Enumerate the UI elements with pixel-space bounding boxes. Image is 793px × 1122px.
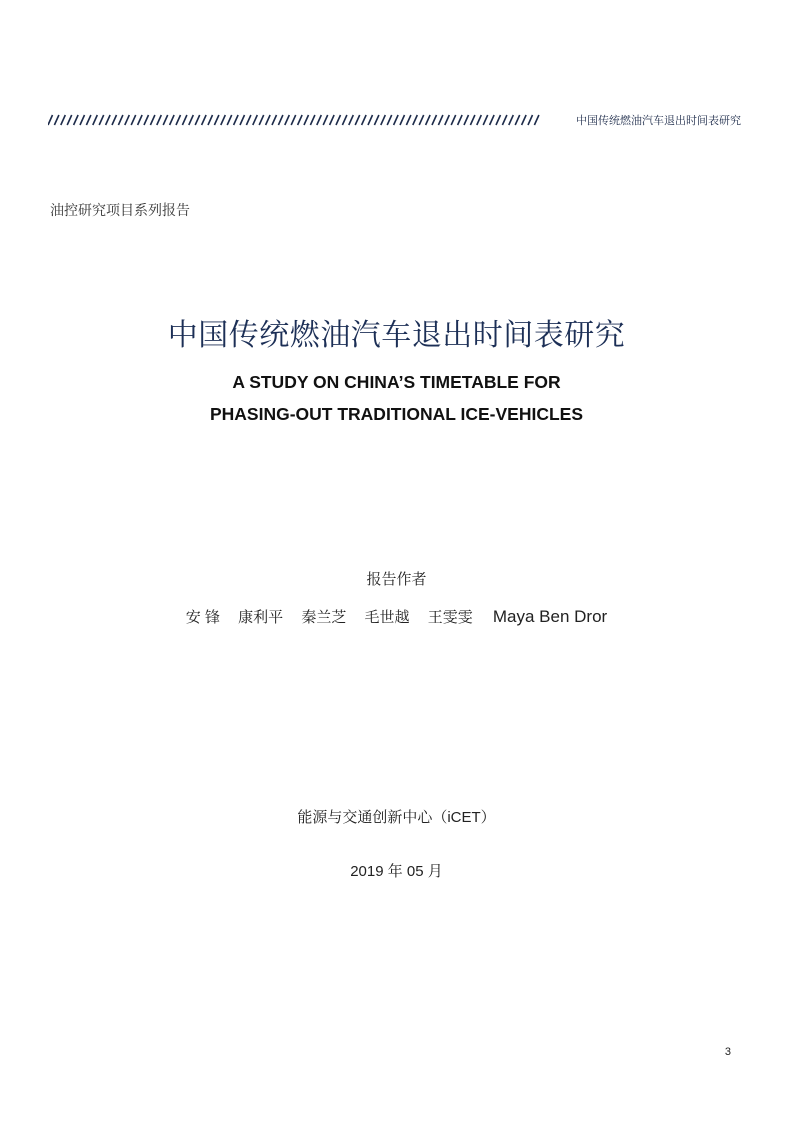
- author-name: 秦兰芝: [301, 609, 347, 626]
- author-name: 康利平: [238, 609, 284, 626]
- report-title-english-line-1: A STUDY ON CHINA’S TIMETABLE FOR: [232, 372, 561, 392]
- page-number: 3: [724, 1046, 731, 1058]
- running-header-title: 中国传统燃油汽车退出时间表研究: [576, 115, 741, 127]
- authors-label: 报告作者: [366, 571, 427, 588]
- report-title-chinese: 中国传统燃油汽车退出时间表研究: [167, 319, 626, 352]
- author-name: 王雯雯: [427, 609, 473, 626]
- report-title-english-line-2: PHASING-OUT TRADITIONAL ICE-VEHICLES: [209, 404, 584, 424]
- series-label: 油控研究项目系列报告: [50, 202, 190, 218]
- author-name: Maya Ben Dror: [492, 607, 608, 626]
- publication-date: 2019 年 05 月: [350, 863, 443, 880]
- author-name: 安 锋: [185, 609, 220, 626]
- author-list: [0, 606, 793, 627]
- author-name: 毛世越: [364, 609, 410, 626]
- header-hatch-rule: [48, 114, 544, 126]
- organization-name: 能源与交通创新中心（iCET）: [297, 809, 496, 826]
